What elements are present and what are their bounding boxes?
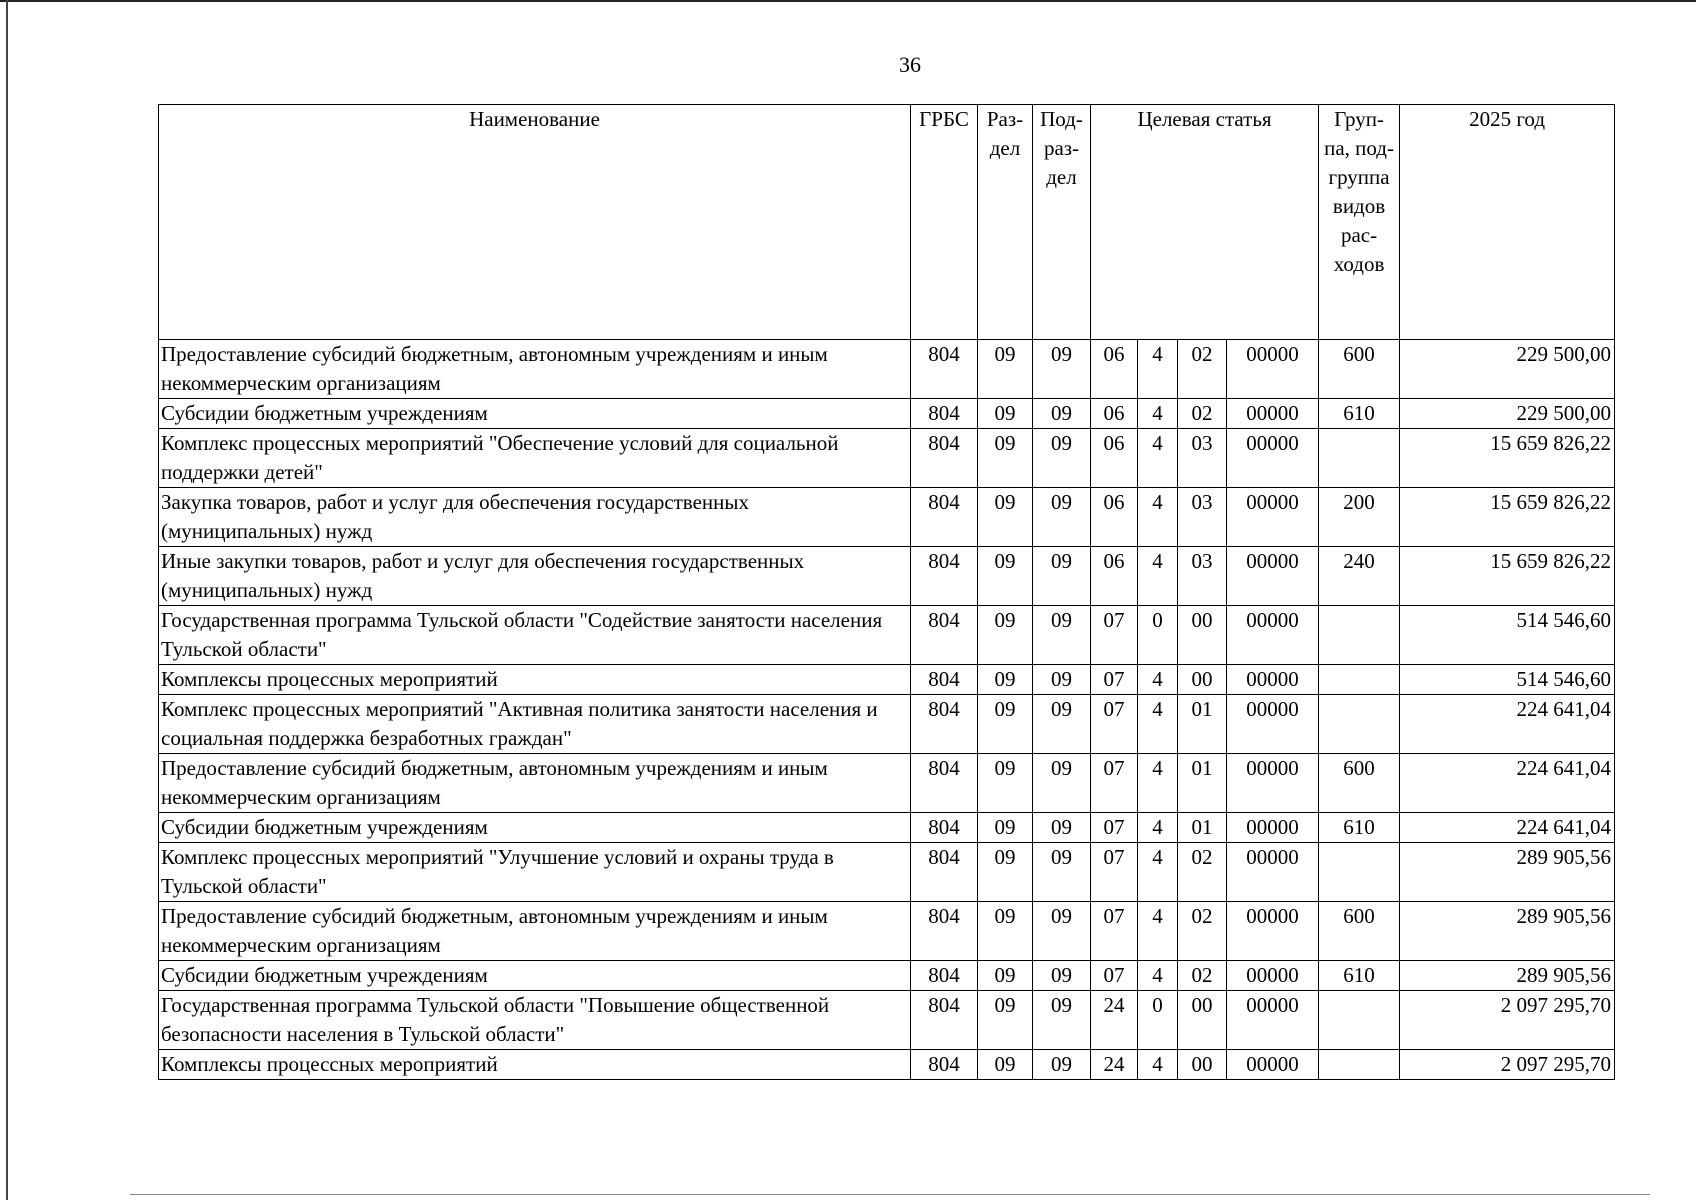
cell-target-direction: 00000 [1227, 429, 1319, 488]
cell-target-direction: 00000 [1227, 902, 1319, 961]
cell-name: Государственная программа Тульской области "Повышение общественной безопасности населения в Тульской области" [159, 991, 911, 1050]
cell-target-type: 4 [1138, 340, 1178, 399]
cell-name: Закупка товаров, работ и услуг для обеспечения государственных (муниципальных) нужд [159, 488, 911, 547]
cell-name: Комплексы процессных мероприятий [159, 665, 911, 695]
cell-target-program: 06 [1091, 547, 1138, 606]
cell-target-subprogram: 02 [1178, 961, 1227, 991]
cell-amount: 289 905,56 [1400, 843, 1615, 902]
cell-razdel: 09 [978, 813, 1033, 843]
cell-target-program: 07 [1091, 961, 1138, 991]
cell-expense-group: 600 [1319, 340, 1400, 399]
cell-expense-group: 600 [1319, 754, 1400, 813]
cell-expense-group: 240 [1319, 547, 1400, 606]
cell-target-direction: 00000 [1227, 606, 1319, 665]
cell-target-type: 4 [1138, 488, 1178, 547]
cell-razdel: 09 [978, 488, 1033, 547]
header-subsection: Под- раз- дел [1033, 105, 1091, 340]
cell-podrazdel: 09 [1033, 991, 1091, 1050]
table-row [159, 754, 1615, 813]
cell-target-type: 4 [1138, 843, 1178, 902]
cell-target-program: 24 [1091, 1050, 1138, 1080]
table-header-row [159, 105, 1615, 340]
cell-target-subprogram: 00 [1178, 991, 1227, 1050]
cell-grbs: 804 [911, 961, 978, 991]
cell-podrazdel: 09 [1033, 754, 1091, 813]
cell-expense-group [1319, 991, 1400, 1050]
table-row [159, 665, 1615, 695]
cell-amount: 224 641,04 [1400, 695, 1615, 754]
table-row [159, 1050, 1615, 1080]
cell-amount: 2 097 295,70 [1400, 991, 1615, 1050]
cell-grbs: 804 [911, 843, 978, 902]
table-row [159, 547, 1615, 606]
cell-podrazdel: 09 [1033, 488, 1091, 547]
cell-grbs: 804 [911, 754, 978, 813]
cell-name: Комплекс процессных мероприятий "Улучшение условий и охраны труда в Тульской области" [159, 843, 911, 902]
cell-target-type: 4 [1138, 813, 1178, 843]
scan-edge-left [6, 0, 8, 1200]
cell-razdel: 09 [978, 340, 1033, 399]
header-year: 2025 год [1400, 105, 1615, 340]
scan-edge-bottom [130, 1194, 1650, 1195]
cell-target-direction: 00000 [1227, 991, 1319, 1050]
cell-podrazdel: 09 [1033, 695, 1091, 754]
cell-amount: 15 659 826,22 [1400, 488, 1615, 547]
cell-target-subprogram: 02 [1178, 843, 1227, 902]
table-row [159, 695, 1615, 754]
cell-name: Предоставление субсидий бюджетным, автономным учреждениям и иным некоммерческим организациям [159, 340, 911, 399]
cell-podrazdel: 09 [1033, 843, 1091, 902]
cell-amount: 224 641,04 [1400, 813, 1615, 843]
cell-amount: 224 641,04 [1400, 754, 1615, 813]
cell-target-type: 4 [1138, 695, 1178, 754]
page-number: 36 [899, 52, 921, 77]
cell-target-subprogram: 00 [1178, 606, 1227, 665]
cell-target-type: 4 [1138, 399, 1178, 429]
cell-expense-group: 200 [1319, 488, 1400, 547]
cell-razdel: 09 [978, 843, 1033, 902]
cell-grbs: 804 [911, 340, 978, 399]
table-row [159, 606, 1615, 665]
cell-razdel: 09 [978, 399, 1033, 429]
cell-amount: 289 905,56 [1400, 902, 1615, 961]
cell-target-type: 4 [1138, 902, 1178, 961]
cell-target-direction: 00000 [1227, 488, 1319, 547]
cell-amount: 229 500,00 [1400, 340, 1615, 399]
cell-target-subprogram: 00 [1178, 1050, 1227, 1080]
cell-target-type: 0 [1138, 606, 1178, 665]
cell-target-subprogram: 03 [1178, 429, 1227, 488]
cell-target-subprogram: 00 [1178, 665, 1227, 695]
budget-table [158, 104, 1615, 1080]
cell-amount: 514 546,60 [1400, 665, 1615, 695]
cell-target-subprogram: 02 [1178, 340, 1227, 399]
table-row [159, 813, 1615, 843]
cell-podrazdel: 09 [1033, 813, 1091, 843]
cell-grbs: 804 [911, 695, 978, 754]
cell-target-direction: 00000 [1227, 1050, 1319, 1080]
cell-razdel: 09 [978, 754, 1033, 813]
cell-podrazdel: 09 [1033, 399, 1091, 429]
cell-target-program: 06 [1091, 429, 1138, 488]
cell-razdel: 09 [978, 991, 1033, 1050]
cell-target-subprogram: 01 [1178, 813, 1227, 843]
cell-target-type: 4 [1138, 429, 1178, 488]
cell-target-program: 06 [1091, 340, 1138, 399]
cell-podrazdel: 09 [1033, 547, 1091, 606]
cell-name: Государственная программа Тульской области "Содействие занятости населения Тульской области" [159, 606, 911, 665]
cell-podrazdel: 09 [1033, 340, 1091, 399]
header-grbs: ГРБС [911, 105, 978, 340]
table-row [159, 843, 1615, 902]
cell-target-program: 06 [1091, 399, 1138, 429]
cell-target-direction: 00000 [1227, 813, 1319, 843]
cell-podrazdel: 09 [1033, 902, 1091, 961]
cell-target-direction: 00000 [1227, 665, 1319, 695]
header-section: Раз- дел [978, 105, 1033, 340]
cell-podrazdel: 09 [1033, 665, 1091, 695]
cell-name: Субсидии бюджетным учреждениям [159, 399, 911, 429]
cell-grbs: 804 [911, 547, 978, 606]
cell-grbs: 804 [911, 1050, 978, 1080]
table-row [159, 429, 1615, 488]
cell-razdel: 09 [978, 665, 1033, 695]
cell-target-program: 07 [1091, 813, 1138, 843]
cell-grbs: 804 [911, 399, 978, 429]
cell-grbs: 804 [911, 813, 978, 843]
cell-amount: 289 905,56 [1400, 961, 1615, 991]
cell-name: Иные закупки товаров, работ и услуг для обеспечения государственных (муниципальных) нужд [159, 547, 911, 606]
table-body [159, 340, 1615, 1080]
cell-grbs: 804 [911, 429, 978, 488]
cell-grbs: 804 [911, 606, 978, 665]
cell-target-program: 07 [1091, 902, 1138, 961]
cell-podrazdel: 09 [1033, 1050, 1091, 1080]
cell-name: Предоставление субсидий бюджетным, автономным учреждениям и иным некоммерческим организациям [159, 754, 911, 813]
cell-grbs: 804 [911, 488, 978, 547]
cell-amount: 15 659 826,22 [1400, 547, 1615, 606]
cell-name: Комплексы процессных мероприятий [159, 1050, 911, 1080]
cell-razdel: 09 [978, 961, 1033, 991]
cell-target-type: 4 [1138, 665, 1178, 695]
cell-target-direction: 00000 [1227, 399, 1319, 429]
cell-target-subprogram: 02 [1178, 902, 1227, 961]
cell-target-direction: 00000 [1227, 754, 1319, 813]
table-row [159, 340, 1615, 399]
header-expense-group: Груп- па, под- группа видов рас- ходов [1319, 105, 1400, 340]
header-name: Наименование [159, 105, 911, 340]
cell-amount: 15 659 826,22 [1400, 429, 1615, 488]
cell-expense-group: 610 [1319, 399, 1400, 429]
cell-expense-group [1319, 695, 1400, 754]
cell-target-direction: 00000 [1227, 340, 1319, 399]
cell-target-type: 4 [1138, 754, 1178, 813]
cell-target-type: 4 [1138, 547, 1178, 606]
cell-target-subprogram: 01 [1178, 754, 1227, 813]
cell-podrazdel: 09 [1033, 606, 1091, 665]
cell-amount: 229 500,00 [1400, 399, 1615, 429]
cell-expense-group [1319, 429, 1400, 488]
table-row [159, 488, 1615, 547]
table-row [159, 961, 1615, 991]
table-row [159, 902, 1615, 961]
cell-target-type: 4 [1138, 961, 1178, 991]
cell-target-subprogram: 03 [1178, 547, 1227, 606]
cell-razdel: 09 [978, 606, 1033, 665]
cell-expense-group [1319, 665, 1400, 695]
cell-target-type: 0 [1138, 991, 1178, 1050]
cell-target-program: 07 [1091, 606, 1138, 665]
cell-razdel: 09 [978, 547, 1033, 606]
cell-expense-group [1319, 843, 1400, 902]
cell-target-subprogram: 01 [1178, 695, 1227, 754]
cell-name: Субсидии бюджетным учреждениям [159, 813, 911, 843]
cell-target-direction: 00000 [1227, 843, 1319, 902]
cell-target-program: 06 [1091, 488, 1138, 547]
cell-expense-group [1319, 1050, 1400, 1080]
cell-grbs: 804 [911, 665, 978, 695]
cell-razdel: 09 [978, 429, 1033, 488]
cell-name: Комплекс процессных мероприятий "Обеспечение условий для социальной поддержки детей" [159, 429, 911, 488]
cell-target-subprogram: 03 [1178, 488, 1227, 547]
header-target-article: Целевая статья [1091, 105, 1319, 340]
cell-razdel: 09 [978, 1050, 1033, 1080]
cell-target-program: 07 [1091, 695, 1138, 754]
cell-name: Комплекс процессных мероприятий "Активная политика занятости населения и социальная поддержка безработных граждан" [159, 695, 911, 754]
cell-podrazdel: 09 [1033, 961, 1091, 991]
cell-target-program: 07 [1091, 665, 1138, 695]
cell-target-direction: 00000 [1227, 547, 1319, 606]
scan-edge-top [0, 0, 1696, 2]
cell-target-subprogram: 02 [1178, 399, 1227, 429]
table-row [159, 991, 1615, 1050]
cell-target-program: 07 [1091, 843, 1138, 902]
cell-grbs: 804 [911, 902, 978, 961]
cell-target-program: 24 [1091, 991, 1138, 1050]
cell-target-type: 4 [1138, 1050, 1178, 1080]
cell-expense-group: 610 [1319, 961, 1400, 991]
cell-expense-group: 610 [1319, 813, 1400, 843]
cell-expense-group: 600 [1319, 902, 1400, 961]
cell-razdel: 09 [978, 902, 1033, 961]
cell-name: Субсидии бюджетным учреждениям [159, 961, 911, 991]
cell-target-program: 07 [1091, 754, 1138, 813]
cell-amount: 2 097 295,70 [1400, 1050, 1615, 1080]
cell-amount: 514 546,60 [1400, 606, 1615, 665]
cell-name: Предоставление субсидий бюджетным, автономным учреждениям и иным некоммерческим организациям [159, 902, 911, 961]
cell-expense-group [1319, 606, 1400, 665]
cell-razdel: 09 [978, 695, 1033, 754]
cell-grbs: 804 [911, 991, 978, 1050]
cell-podrazdel: 09 [1033, 429, 1091, 488]
cell-target-direction: 00000 [1227, 961, 1319, 991]
cell-target-direction: 00000 [1227, 695, 1319, 754]
table-row [159, 399, 1615, 429]
